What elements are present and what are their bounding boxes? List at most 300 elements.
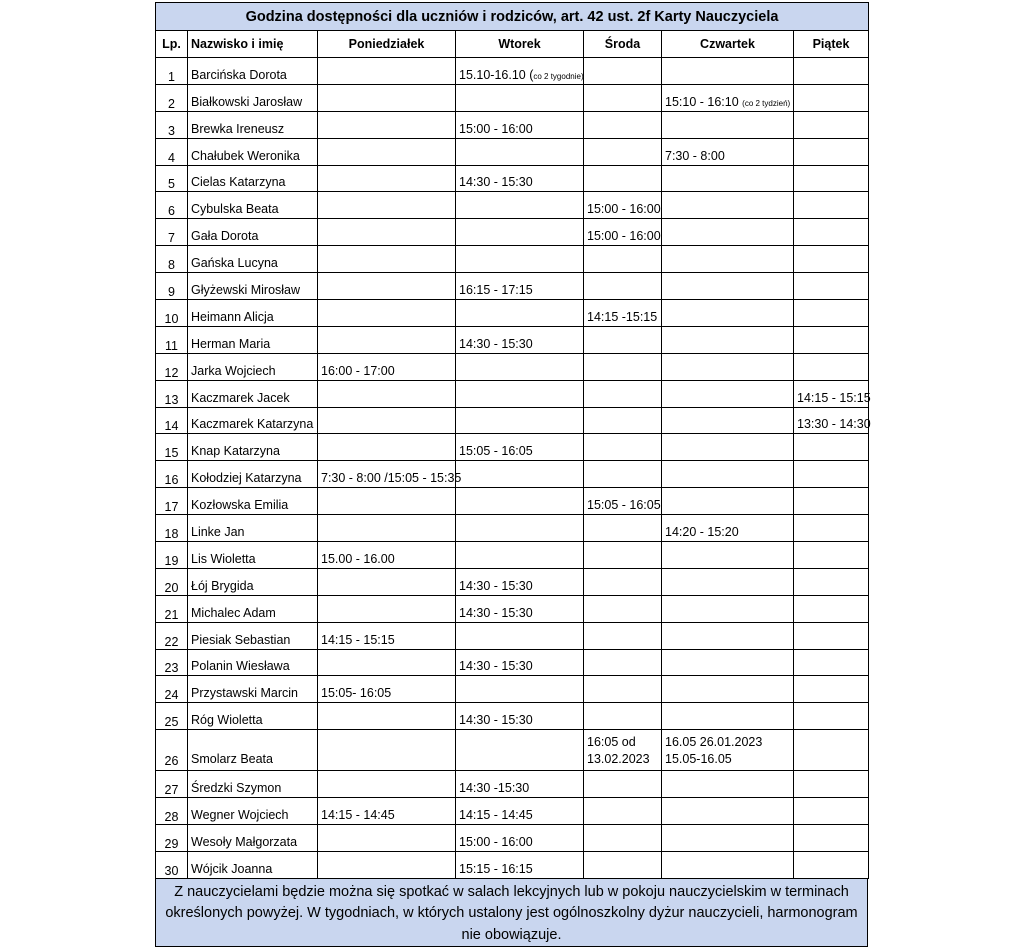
- tuesday-cell: [456, 595, 584, 622]
- monday-cell: [318, 649, 456, 676]
- friday-cell-text: 13:30 - 14:30: [797, 417, 871, 432]
- tuesday-cell-text: 14:30 - 15:30: [459, 713, 533, 728]
- row-number-text: 11: [165, 338, 178, 353]
- friday-cell: [794, 353, 869, 380]
- wednesday-cell: [584, 542, 662, 569]
- monday-cell-text: 14:15 - 15:15: [321, 632, 395, 647]
- friday-cell: [794, 825, 869, 852]
- teacher-name: [188, 165, 318, 192]
- tuesday-cell: [456, 676, 584, 703]
- header-tuesday: Wtorek: [456, 31, 584, 58]
- friday-cell: [794, 595, 869, 622]
- teacher-name: [188, 84, 318, 111]
- row-number: [156, 165, 188, 192]
- wednesday-cell: [584, 798, 662, 825]
- tuesday-cell: [456, 649, 584, 676]
- teacher-name: [188, 300, 318, 327]
- wednesday-cell: [584, 165, 662, 192]
- tuesday-cell: [456, 703, 584, 730]
- teacher-name-text: Łój Brygida: [191, 578, 254, 593]
- thursday-cell: [662, 622, 794, 649]
- tuesday-cell-text: 16:15 - 17:15: [459, 283, 533, 298]
- monday-cell: [318, 273, 456, 300]
- monday-cell: [318, 461, 462, 488]
- table-row: [156, 58, 869, 85]
- monday-cell: [318, 568, 456, 595]
- teacher-name-text: Cybulska Beata: [191, 202, 279, 217]
- friday-cell: [794, 407, 869, 434]
- row-number: [156, 58, 188, 85]
- table-row: [156, 488, 869, 515]
- tuesday-cell: [456, 273, 584, 300]
- tuesday-cell: [456, 407, 584, 434]
- friday-cell: [794, 192, 869, 219]
- thursday-cell: [662, 649, 794, 676]
- wednesday-cell: [584, 300, 662, 327]
- thursday-cell: [662, 192, 794, 219]
- tuesday-cell: [456, 111, 584, 138]
- row-number: [156, 542, 188, 569]
- tuesday-cell: [456, 488, 584, 515]
- friday-cell: [794, 111, 869, 138]
- teacher-name: [188, 622, 318, 649]
- thursday-cell: [662, 165, 794, 192]
- teacher-name: [188, 461, 318, 488]
- row-number-text: 1: [168, 69, 175, 84]
- friday-cell: [794, 58, 869, 85]
- row-number-text: 3: [168, 123, 175, 138]
- wednesday-cell: [584, 851, 662, 878]
- thursday-cell: [662, 273, 794, 300]
- friday-cell: [794, 851, 869, 878]
- row-number: [156, 219, 188, 246]
- table-row: [156, 515, 869, 542]
- tuesday-cell-text: 14:30 - 15:30: [459, 175, 533, 190]
- teacher-name-text: Wegner Wojciech: [191, 808, 289, 823]
- thursday-cell: [662, 300, 794, 327]
- wednesday-cell: [584, 649, 662, 676]
- monday-cell: [318, 703, 456, 730]
- tuesday-cell-text: 15:00 - 16:00: [459, 834, 533, 849]
- wednesday-cell-text: 15:00 - 16:00: [587, 202, 661, 217]
- monday-cell: [318, 300, 456, 327]
- row-number: [156, 676, 188, 703]
- teacher-name: [188, 192, 318, 219]
- row-number-text: 28: [164, 810, 179, 825]
- wednesday-cell: [584, 771, 662, 798]
- teacher-name-text: Kaczmarek Jacek: [191, 390, 290, 405]
- tuesday-cell-text: 15:00 - 16:00: [459, 121, 533, 136]
- teacher-name-text: Knap Katarzyna: [191, 444, 280, 459]
- monday-cell: [318, 84, 456, 111]
- row-number: [156, 246, 188, 273]
- wednesday-cell: [584, 407, 662, 434]
- thursday-cell-text: 7:30 - 8:00: [665, 148, 725, 163]
- teacher-name: [188, 380, 318, 407]
- row-number-text: 27: [164, 783, 179, 798]
- wednesday-cell: [584, 434, 662, 461]
- row-number-text: 15: [164, 446, 179, 461]
- monday-cell: [318, 353, 456, 380]
- tuesday-cell: [456, 300, 584, 327]
- friday-cell: [794, 798, 869, 825]
- tuesday-cell: [456, 568, 584, 595]
- thursday-cell: [662, 219, 794, 246]
- teacher-name: [188, 649, 318, 676]
- friday-cell: [794, 219, 869, 246]
- header-wednesday: Środa: [584, 31, 662, 58]
- teacher-name: [188, 58, 318, 85]
- teacher-name: [188, 407, 318, 434]
- monday-cell: [318, 851, 456, 878]
- tuesday-cell: [456, 380, 584, 407]
- teacher-name-text: Polanin Wiesława: [191, 659, 290, 674]
- row-number: [156, 353, 188, 380]
- teacher-name-text: Wójcik Joanna: [191, 861, 273, 876]
- wednesday-cell: [584, 676, 662, 703]
- table-row: [156, 219, 869, 246]
- tuesday-cell: [456, 434, 584, 461]
- monday-cell-text: 15:05- 16:05: [321, 686, 392, 701]
- table-row: [156, 825, 869, 852]
- thursday-cell: [662, 461, 794, 488]
- tuesday-cell: [456, 246, 584, 273]
- row-number: [156, 380, 188, 407]
- table-row: [156, 138, 869, 165]
- row-number-text: 8: [168, 258, 175, 273]
- tuesday-cell: [456, 461, 584, 488]
- table-row: [156, 703, 869, 730]
- row-number: [156, 771, 188, 798]
- teacher-name: [188, 730, 318, 771]
- row-number: [156, 84, 188, 111]
- teacher-name-text: Lis Wioletta: [191, 551, 256, 566]
- teacher-name: [188, 246, 318, 273]
- monday-cell: [318, 111, 456, 138]
- header-thursday: Czwartek: [662, 31, 794, 58]
- tuesday-cell: [456, 138, 584, 165]
- thursday-cell: [662, 407, 794, 434]
- friday-cell: [794, 730, 869, 771]
- table-row: [156, 111, 869, 138]
- table-row: [156, 595, 869, 622]
- friday-cell: [794, 542, 869, 569]
- friday-cell: [794, 649, 869, 676]
- thursday-cell: [662, 58, 794, 85]
- wednesday-cell-text: 16:05 od 13.02.2023: [587, 735, 650, 767]
- thursday-cell-text: 14:20 - 15:20: [665, 525, 739, 540]
- row-number: [156, 461, 188, 488]
- table-row: [156, 407, 869, 434]
- thursday-cell: [662, 326, 794, 353]
- thursday-cell: [662, 246, 794, 273]
- thursday-cell: [662, 542, 794, 569]
- table-row: [156, 192, 869, 219]
- teacher-name: [188, 771, 318, 798]
- table-row: [156, 165, 869, 192]
- teacher-name-text: Smolarz Beata: [191, 752, 273, 767]
- teacher-name-text: Chałubek Weronika: [191, 148, 300, 163]
- row-number: [156, 300, 188, 327]
- monday-cell: [318, 798, 456, 825]
- table-row: [156, 798, 869, 825]
- monday-cell: [318, 326, 456, 353]
- teacher-name-text: Kołodziej Katarzyna: [191, 471, 302, 486]
- thursday-cell: [662, 825, 794, 852]
- table-row: [156, 622, 869, 649]
- table-row: [156, 461, 869, 488]
- monday-cell-text: 14:15 - 14:45: [321, 808, 395, 823]
- header-lp: Lp.: [156, 31, 188, 58]
- tuesday-cell-text: 15.10-16.10 (: [459, 67, 534, 82]
- tuesday-cell: [456, 798, 584, 825]
- teacher-name-text: Barcińska Dorota: [191, 67, 287, 82]
- thursday-cell-note: (co 2 tydzień): [742, 98, 791, 108]
- wednesday-cell: [584, 488, 662, 515]
- wednesday-cell: [584, 353, 662, 380]
- thursday-cell: [662, 771, 794, 798]
- table-row: [156, 568, 869, 595]
- teacher-name-text: Przystawski Marcin: [191, 686, 298, 701]
- tuesday-cell-text: 14:30 - 15:30: [459, 605, 533, 620]
- table-row: [156, 676, 869, 703]
- monday-cell-text: 15.00 - 16.00: [321, 551, 395, 566]
- thursday-cell: [662, 568, 794, 595]
- thursday-cell: [662, 851, 794, 878]
- teacher-name: [188, 353, 318, 380]
- thursday-cell: [662, 798, 794, 825]
- row-number: [156, 703, 188, 730]
- monday-cell: [318, 595, 456, 622]
- teacher-name: [188, 568, 318, 595]
- table-row: [156, 326, 869, 353]
- monday-cell: [318, 771, 456, 798]
- teacher-name-text: Herman Maria: [191, 336, 271, 351]
- tuesday-cell-text: 14:30 - 15:30: [459, 659, 533, 674]
- row-number: [156, 273, 188, 300]
- friday-cell: [794, 434, 869, 461]
- tuesday-cell: [456, 730, 584, 771]
- title-row: [156, 3, 869, 31]
- monday-cell: [318, 138, 456, 165]
- teacher-name-text: Kozłowska Emilia: [191, 498, 289, 513]
- thursday-cell: [662, 84, 794, 111]
- friday-cell: [794, 568, 869, 595]
- row-number: [156, 622, 188, 649]
- tuesday-cell-text: 14:30 - 15:30: [459, 578, 533, 593]
- tuesday-cell-text: 14:15 - 14:45: [459, 808, 533, 823]
- tuesday-cell-note: co 2 tygodnie): [533, 71, 584, 81]
- row-number-text: 12: [164, 365, 179, 380]
- row-number-text: 5: [168, 177, 175, 192]
- row-number-text: 29: [164, 836, 179, 851]
- teacher-name: [188, 138, 318, 165]
- teacher-name-text: Głyżewski Mirosław: [191, 283, 301, 298]
- thursday-cell: [662, 515, 794, 542]
- table-row: [156, 380, 869, 407]
- teacher-name-text: Róg Wioletta: [191, 713, 263, 728]
- row-number: [156, 488, 188, 515]
- teacher-name-text: Białkowski Jarosław: [191, 94, 303, 109]
- thursday-cell: [662, 353, 794, 380]
- tuesday-cell: [456, 326, 584, 353]
- row-number: [156, 326, 188, 353]
- monday-cell: [318, 488, 456, 515]
- wednesday-cell: [584, 273, 662, 300]
- monday-cell: [318, 192, 456, 219]
- table-row: [156, 771, 869, 798]
- row-number: [156, 138, 188, 165]
- wednesday-cell: [584, 138, 662, 165]
- monday-cell: [318, 542, 456, 569]
- thursday-cell-text: 15:10 - 16:10: [665, 94, 743, 109]
- teacher-name: [188, 326, 318, 353]
- friday-cell: [794, 771, 869, 798]
- row-number-text: 25: [164, 715, 179, 730]
- thursday-cell: [662, 676, 794, 703]
- table-title: Godzina dostępności dla uczniów i rodziców, art. 42 ust. 2f Karty Nauczyciela: [156, 3, 869, 31]
- teacher-name-text: Heimann Alicja: [191, 309, 274, 324]
- friday-cell: [794, 488, 869, 515]
- friday-cell: [794, 165, 869, 192]
- row-number: [156, 730, 188, 771]
- friday-cell: [794, 515, 869, 542]
- wednesday-cell: [584, 380, 662, 407]
- tuesday-cell: [456, 515, 584, 542]
- table-row: [156, 300, 869, 327]
- thursday-cell: [662, 380, 794, 407]
- monday-cell: [318, 825, 456, 852]
- wednesday-cell-text: 15:00 - 16:00: [587, 229, 661, 244]
- tuesday-cell: [456, 219, 584, 246]
- thursday-cell: [662, 703, 794, 730]
- row-number-text: 16: [164, 473, 179, 488]
- wednesday-cell: [584, 568, 662, 595]
- row-number-text: 4: [168, 150, 175, 165]
- teacher-name: [188, 851, 318, 878]
- friday-cell: [794, 622, 869, 649]
- row-number-text: 10: [164, 311, 179, 326]
- monday-cell: [318, 380, 456, 407]
- wednesday-cell: [584, 595, 662, 622]
- wednesday-cell: [584, 825, 662, 852]
- teacher-name: [188, 676, 318, 703]
- teacher-name: [188, 595, 318, 622]
- friday-cell: [794, 300, 869, 327]
- thursday-cell: [662, 488, 794, 515]
- table-row: [156, 353, 869, 380]
- row-number: [156, 192, 188, 219]
- friday-cell: [794, 461, 869, 488]
- tuesday-cell: [456, 542, 584, 569]
- friday-cell: [794, 273, 869, 300]
- monday-cell: [318, 219, 456, 246]
- row-number-text: 7: [168, 231, 175, 246]
- thursday-cell: [662, 434, 794, 461]
- monday-cell: [318, 165, 456, 192]
- row-number: [156, 515, 188, 542]
- tuesday-cell: [456, 192, 584, 219]
- friday-cell: [794, 84, 869, 111]
- monday-cell: [318, 407, 456, 434]
- teacher-name: [188, 515, 318, 542]
- header-name: Nazwisko i imię: [188, 31, 318, 58]
- table-row: [156, 246, 869, 273]
- availability-sheet: [155, 2, 871, 947]
- monday-cell: [318, 515, 456, 542]
- tuesday-cell-text: 14:30 - 15:30: [459, 336, 533, 351]
- row-number: [156, 798, 188, 825]
- wednesday-cell: [584, 58, 662, 85]
- teacher-name-text: Jarka Wojciech: [191, 363, 276, 378]
- monday-cell: [318, 58, 456, 85]
- monday-cell-text: 7:30 - 8:00 /15:05 - 15:35: [321, 471, 462, 486]
- friday-cell-text: 14:15 - 15:15: [797, 390, 871, 405]
- teacher-name: [188, 488, 318, 515]
- tuesday-cell: [456, 84, 584, 111]
- row-number-text: 21: [164, 607, 179, 622]
- row-number-text: 18: [164, 527, 179, 542]
- row-number-text: 17: [164, 500, 179, 515]
- teacher-name: [188, 434, 318, 461]
- monday-cell: [318, 434, 456, 461]
- wednesday-cell: [584, 246, 662, 273]
- monday-cell: [318, 676, 456, 703]
- teacher-name-text: Cielas Katarzyna: [191, 175, 286, 190]
- thursday-cell: [662, 730, 794, 771]
- row-number-text: 13: [164, 392, 179, 407]
- row-number: [156, 568, 188, 595]
- teacher-name-text: Wesoły Małgorzata: [191, 834, 298, 849]
- teacher-name: [188, 542, 318, 569]
- wednesday-cell: [584, 461, 662, 488]
- wednesday-cell: [584, 703, 662, 730]
- tuesday-cell-text: 15:05 - 16:05: [459, 444, 533, 459]
- thursday-cell-text: 16.05 26.01.2023 15.05-16.05: [665, 735, 763, 767]
- row-number: [156, 407, 188, 434]
- friday-cell: [794, 138, 869, 165]
- teacher-name-text: Kaczmarek Katarzyna: [191, 417, 314, 432]
- row-number-text: 30: [164, 863, 179, 878]
- wednesday-cell: [584, 730, 662, 771]
- wednesday-cell: [584, 84, 662, 111]
- table-row: [156, 851, 869, 878]
- table-row: [156, 434, 869, 461]
- teacher-name: [188, 111, 318, 138]
- availability-table: [155, 2, 869, 879]
- row-number: [156, 595, 188, 622]
- table-row: [156, 730, 869, 771]
- row-number: [156, 111, 188, 138]
- table-row: [156, 649, 869, 676]
- teacher-name-text: Gańska Lucyna: [191, 256, 278, 271]
- table-row: [156, 84, 869, 111]
- tuesday-cell: [456, 851, 584, 878]
- row-number: [156, 825, 188, 852]
- row-number: [156, 851, 188, 878]
- row-number-text: 23: [164, 661, 179, 676]
- tuesday-cell: [456, 353, 584, 380]
- wednesday-cell: [584, 192, 662, 219]
- header-friday: Piątek: [794, 31, 869, 58]
- monday-cell: [318, 730, 456, 771]
- teacher-name-text: Linke Jan: [191, 525, 245, 540]
- teacher-name: [188, 273, 318, 300]
- tuesday-cell: [456, 58, 584, 85]
- friday-cell: [794, 246, 869, 273]
- tuesday-cell-text: 15:15 - 16:15: [459, 861, 533, 876]
- tuesday-cell: [456, 165, 584, 192]
